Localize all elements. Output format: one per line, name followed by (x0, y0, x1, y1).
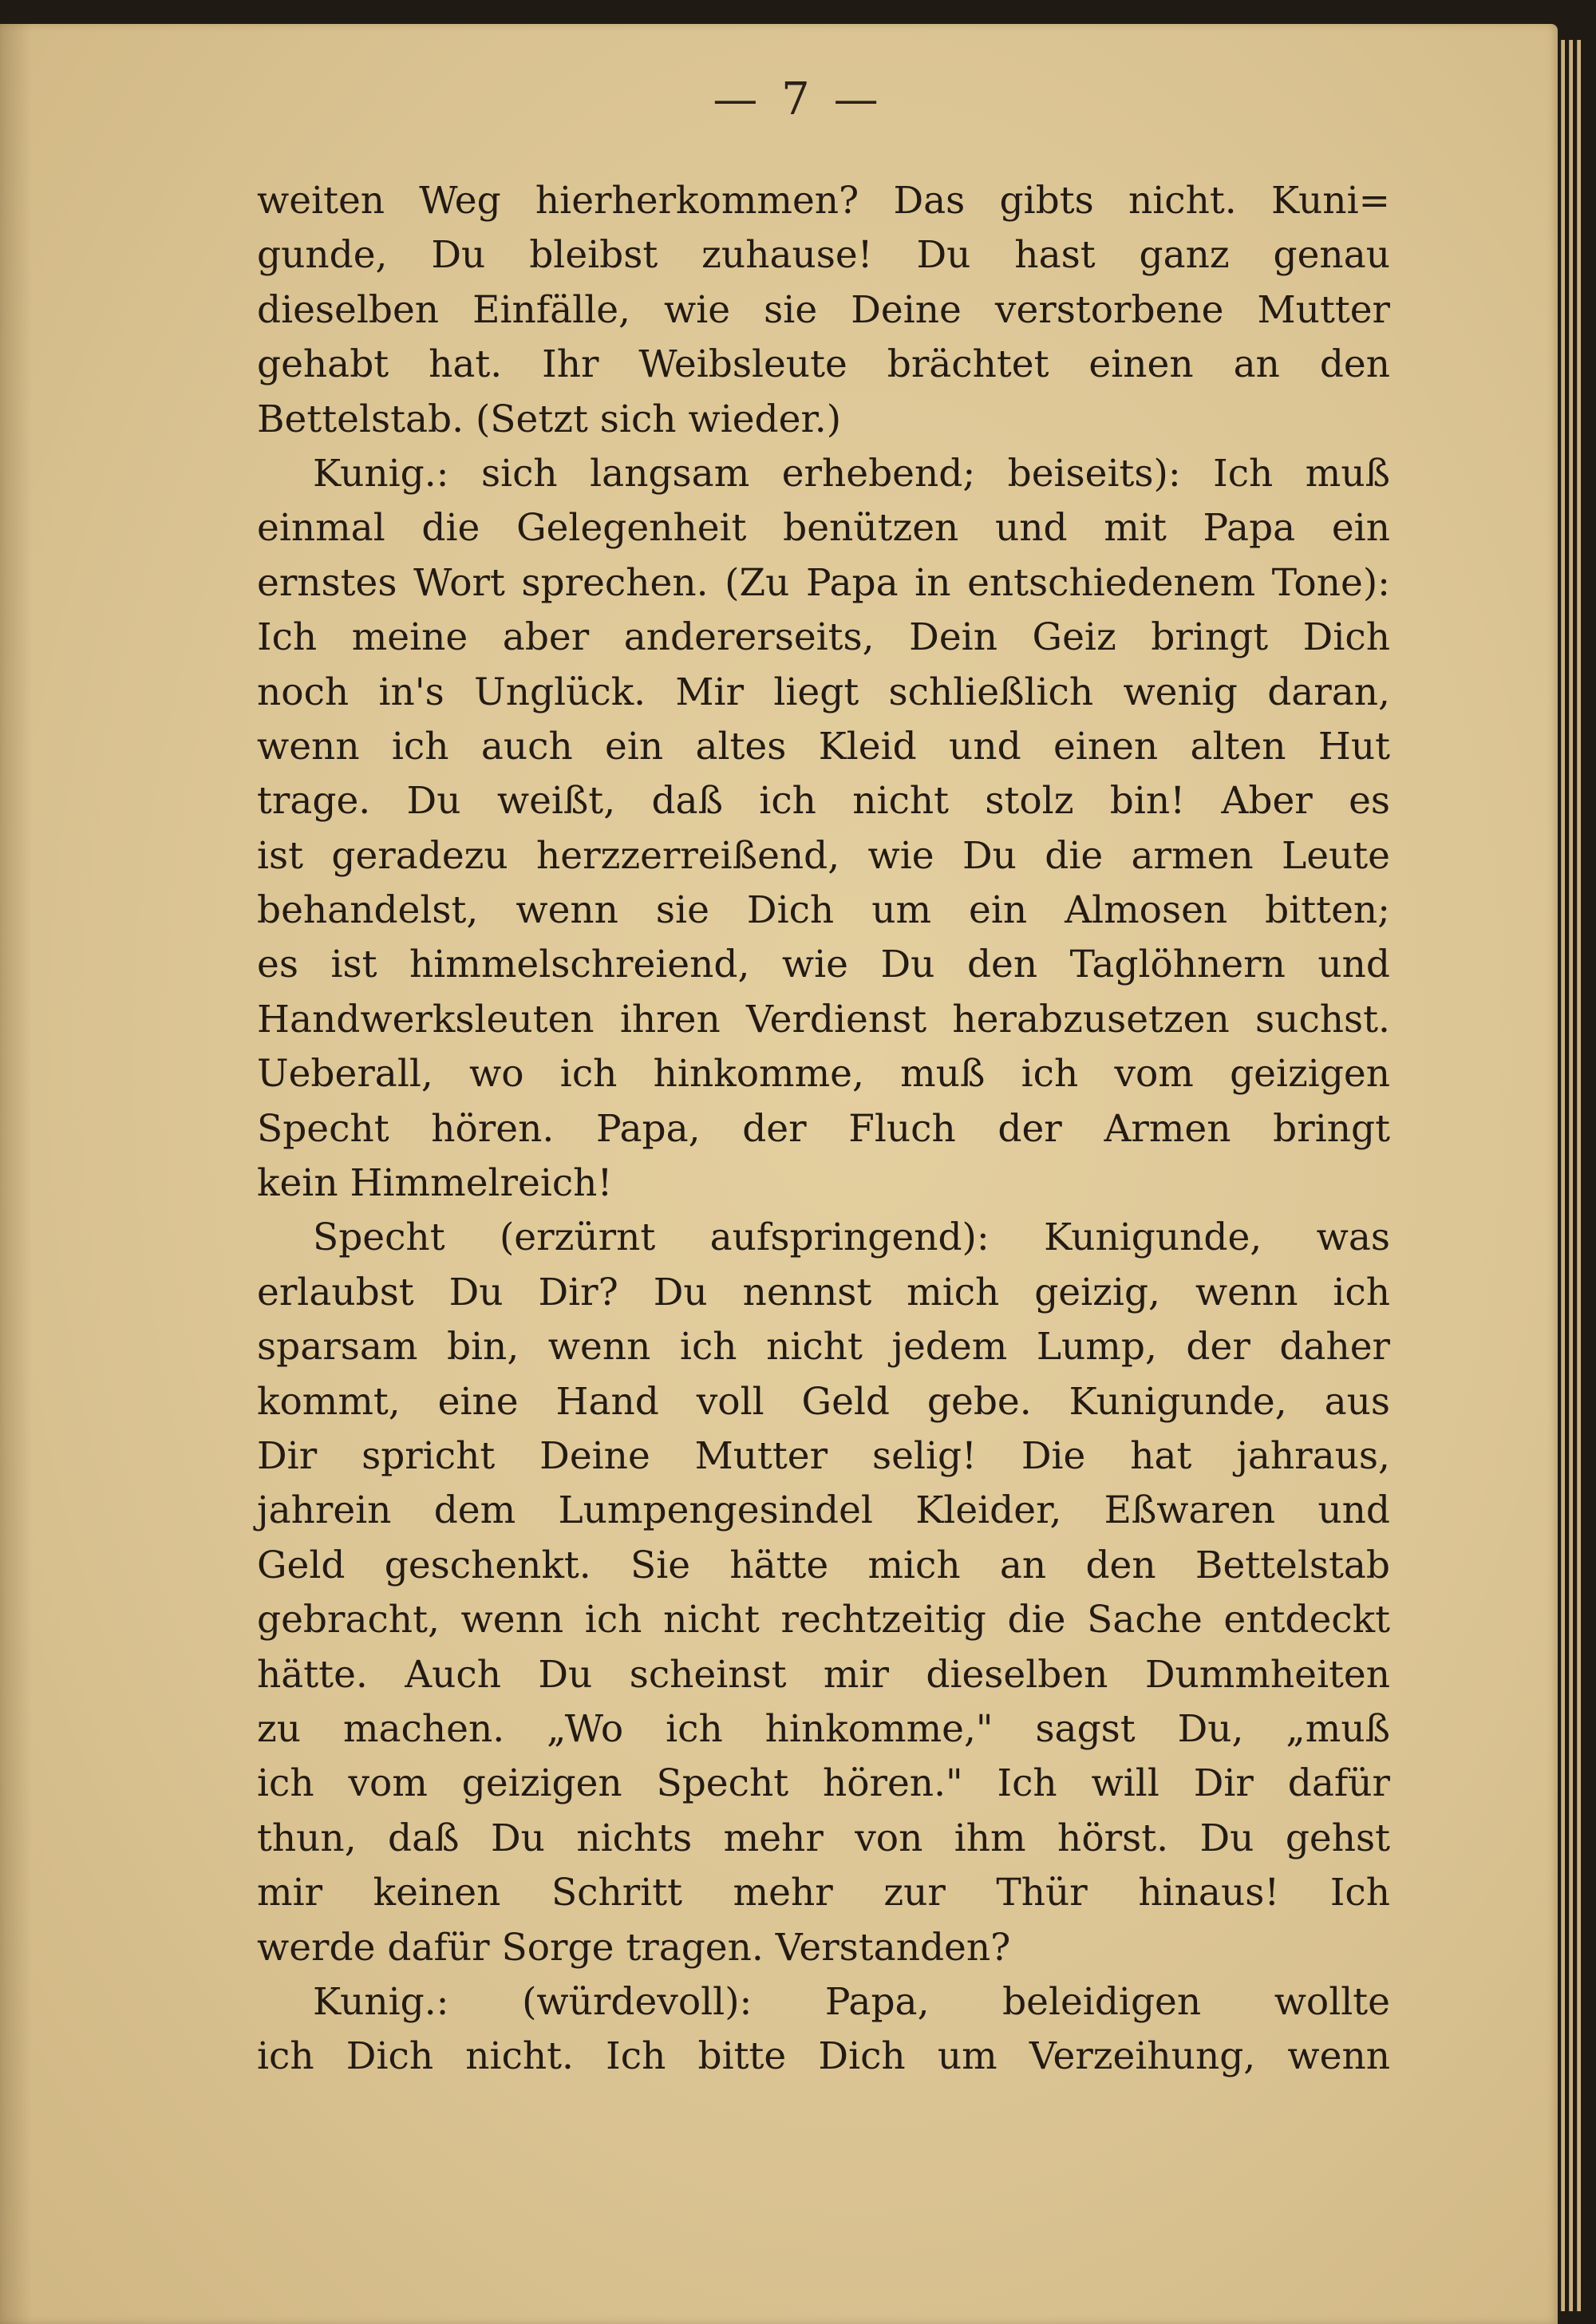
binding-shadow (0, 24, 32, 2324)
text-line: Kunig.: (würdevoll): Papa, beleidigen wollte (313, 1979, 1390, 2024)
text-line: ist geradezu herzzerreißend, wie Du die armen Leute (257, 833, 1390, 878)
text-line: gunde, Du bleibst zuhause! Du hast ganz genau (257, 233, 1390, 278)
text-line: Bettelstab. (Setzt sich wieder.) (257, 397, 842, 441)
text-line: Specht hören. Papa, der Fluch der Armen bringt (257, 1106, 1390, 1151)
text-line: gebracht, wenn ich nicht rechtzeitig die Sache entdeckt (257, 1598, 1390, 1642)
text-line: Ueberall, wo ich hinkomme, muß ich vom geizigen (257, 1052, 1390, 1097)
text-line: kein Himmelreich! (257, 1161, 613, 1206)
text-line: Specht (erzürnt aufspringend): Kunigunde, was (313, 1215, 1390, 1260)
text-line: dieselben Einfälle, wie sie Deine verstorbene Mutter (257, 287, 1390, 332)
page-edge-2 (1569, 40, 1573, 2311)
text-line: zu machen. „Wo ich hinkomme," sagst Du, „muß (257, 1706, 1390, 1751)
page-edge-3 (1577, 40, 1581, 2311)
text-line: Dir spricht Deine Mutter selig! Die hat jahraus, (257, 1433, 1390, 1478)
text-line: erlaubst Du Dir? Du nennst mich geizig, wenn ich (257, 1270, 1390, 1314)
text-line: werde dafür Sorge tragen. Verstanden? (257, 1925, 1011, 1970)
text-line: sparsam bin, wenn ich nicht jedem Lump, der daher (257, 1325, 1390, 1370)
text-line: trage. Du weißt, daß ich nicht stolz bin! Aber es (257, 779, 1390, 824)
text-line: Handwerksleuten ihren Verdienst herabzusetzen suchst. (257, 997, 1390, 1041)
text-line: noch in's Unglück. Mir liegt schließlich wenig daran, (257, 670, 1390, 714)
text-line: ich Dich nicht. Ich bitte Dich um Verzeihung, wenn (257, 2034, 1390, 2079)
text-line: Ich meine aber andererseits, Dein Geiz bringt Dich (257, 615, 1390, 660)
text-line: wenn ich auch ein altes Kleid und einen alten Hut (257, 724, 1390, 769)
text-line: thun, daß Du nichts mehr von ihm hörst. Du gehst (257, 1816, 1390, 1860)
text-line: ich vom geizigen Specht hören." Ich will Dir dafür (257, 1761, 1390, 1806)
text-line: weiten Weg hierherkommen? Das gibts nicht. Kuni= (257, 179, 1390, 223)
text-line: mir keinen Schritt mehr zur Thür hinaus! Ich (257, 1871, 1390, 1915)
text-line: behandelst, wenn sie Dich um ein Almosen bitten; (257, 888, 1390, 933)
text-line: einmal die Gelegenheit benützen und mit Papa ein (257, 506, 1390, 551)
text-line: Kunig.: sich langsam erhebend; beiseits): Ich muß (313, 451, 1390, 496)
text-line: gehabt hat. Ihr Weibsleute brächtet einen an den (257, 342, 1390, 387)
text-line: ernstes Wort sprechen. (Zu Papa in entschiedenem Tone): (257, 560, 1390, 605)
text-line: es ist himmelschreiend, wie Du den Taglöhnern und (257, 943, 1390, 987)
text-line: hätte. Auch Du scheinst mir dieselben Dummheiten (257, 1652, 1390, 1697)
page-number: — 7 — (713, 73, 883, 125)
text-line: kommt, eine Hand voll Geld gebe. Kunigunde, aus (257, 1379, 1390, 1424)
body-text (257, 174, 1390, 2085)
text-line: jahrein dem Lumpengesindel Kleider, Eßwaren und (257, 1488, 1390, 1533)
text-line: Geld geschenkt. Sie hätte mich an den Bettelstab (257, 1543, 1390, 1587)
page-edge-1 (1561, 40, 1565, 2311)
